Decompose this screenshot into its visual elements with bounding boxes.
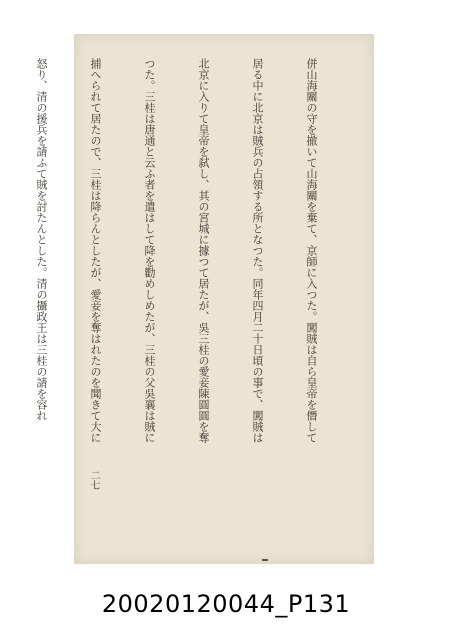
image-caption: 20020120044_P131 [101,590,351,618]
text-line: 怒り、清の援兵を請ふて賊を討たんとした。清の攝政王は三桂の請を容れ [35,58,48,421]
page-number: 二七 [88,470,99,490]
page-mark [262,559,268,561]
text-line: 北京に入りて皇帝を弑し、其の宮城に據つて居たが、吳三桂の愛妾陳圓圓を奪 [197,58,210,443]
book-page [35,34,374,564]
text-line: 捕へられて居たので、三桂は降らんとしたが、愛妾を奪はれたのを聞きて大に [89,58,102,443]
text-line: 併山海關の守を撤いて山海關を棄て、京師に入つた。闖賊は自ら皇帝を僭して [305,58,318,443]
text-line: 居る中に北京は賊兵の占領する所となつた。同年四月二十日頃の事で、闖賊は [251,58,264,443]
text-line: つた。三桂は唐通と云ふ者を遣はして降を勸めしめたが、三桂の父吳襄は賊に [143,58,156,443]
